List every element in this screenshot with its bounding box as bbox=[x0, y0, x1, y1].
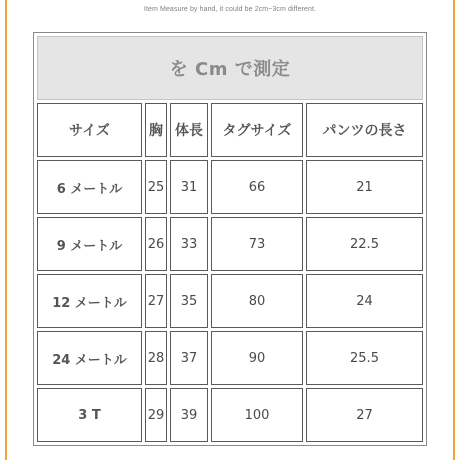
header-chest: 胸 bbox=[145, 103, 167, 157]
header-pants-length: パンツの長さ bbox=[306, 103, 423, 157]
chest-cell: 26 bbox=[145, 217, 167, 271]
chest-cell: 29 bbox=[145, 388, 167, 442]
chest-cell: 27 bbox=[145, 274, 167, 328]
size-cell: 9 メートル bbox=[37, 217, 142, 271]
size-cell: 12 メートル bbox=[37, 274, 142, 328]
header-size: サイズ bbox=[37, 103, 142, 157]
pants-length-cell: 21 bbox=[306, 160, 423, 214]
size-cell: 3 T bbox=[37, 388, 142, 442]
body-length-cell: 37 bbox=[170, 331, 208, 385]
header-body-length: 体長 bbox=[170, 103, 208, 157]
left-frame-line bbox=[5, 0, 7, 460]
pants-length-cell: 22.5 bbox=[306, 217, 423, 271]
body-length-cell: 31 bbox=[170, 160, 208, 214]
title-row bbox=[37, 36, 423, 100]
pants-length-cell: 25.5 bbox=[306, 331, 423, 385]
chest-cell: 25 bbox=[145, 160, 167, 214]
table-row bbox=[37, 217, 423, 271]
pants-length-cell: 24 bbox=[306, 274, 423, 328]
tag-size-cell: 100 bbox=[211, 388, 303, 442]
tag-size-cell: 73 bbox=[211, 217, 303, 271]
header-tag-size: タグサイズ bbox=[211, 103, 303, 157]
table-title: を Cm で測定 bbox=[37, 36, 423, 100]
size-cell: 24 メートル bbox=[37, 331, 142, 385]
body-length-cell: 39 bbox=[170, 388, 208, 442]
measurement-note: Item Measure by hand, it could be 2cm~3cm different. bbox=[143, 6, 317, 13]
table-row bbox=[37, 331, 423, 385]
size-cell: 6 メートル bbox=[37, 160, 142, 214]
tag-size-cell: 90 bbox=[211, 331, 303, 385]
right-frame-line bbox=[453, 0, 455, 460]
table-row bbox=[37, 160, 423, 214]
body-length-cell: 33 bbox=[170, 217, 208, 271]
body-length-cell: 35 bbox=[170, 274, 208, 328]
header-row bbox=[37, 103, 423, 157]
pants-length-cell: 27 bbox=[306, 388, 423, 442]
tag-size-cell: 80 bbox=[211, 274, 303, 328]
chest-cell: 28 bbox=[145, 331, 167, 385]
size-chart-table bbox=[33, 32, 427, 446]
table-row bbox=[37, 388, 423, 442]
table-row bbox=[37, 274, 423, 328]
tag-size-cell: 66 bbox=[211, 160, 303, 214]
